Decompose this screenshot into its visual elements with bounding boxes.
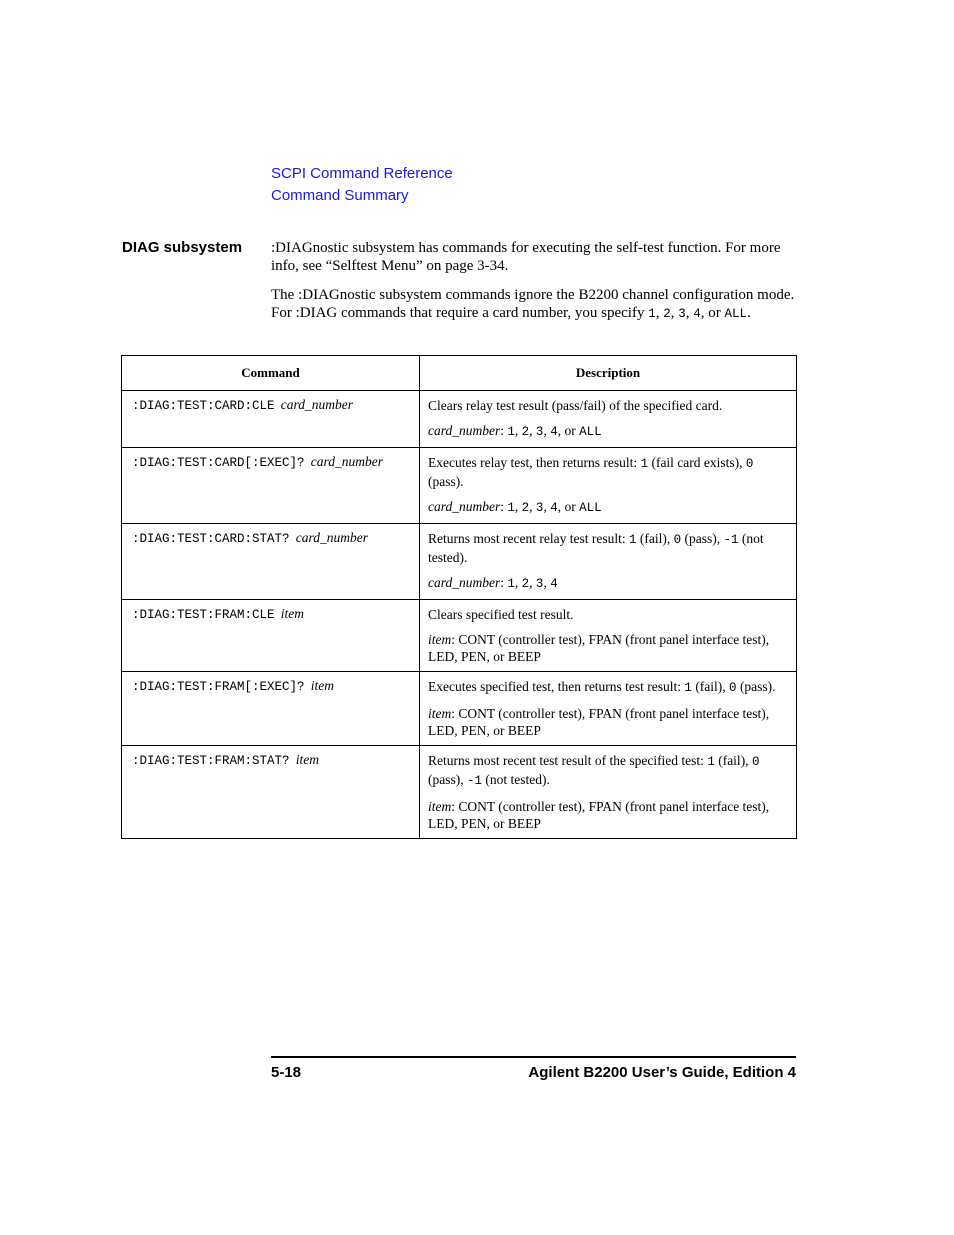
sep: ,	[655, 305, 664, 321]
sep: ,	[685, 305, 694, 321]
param-label: item	[428, 632, 452, 647]
command-cell	[122, 672, 420, 746]
desc-text: (fail),	[714, 753, 752, 768]
param-value: 1	[507, 577, 515, 591]
param-value: ALL	[579, 501, 602, 515]
description-line: Clears specified test result.	[428, 607, 574, 622]
footer-rule	[271, 1056, 796, 1058]
desc-text: (pass).	[736, 679, 776, 694]
param-value: 4	[550, 425, 558, 439]
desc-value: 1	[684, 681, 692, 695]
param-label: item	[428, 799, 452, 814]
desc-text: (not tested).	[482, 772, 550, 787]
desc-text: (fail),	[636, 531, 674, 546]
desc-value: 0	[745, 457, 754, 471]
command-cell	[122, 448, 420, 524]
desc-text: (fail),	[691, 679, 730, 694]
desc-text: (pass),	[428, 772, 467, 787]
param-label: card_number	[428, 499, 501, 514]
param-value: ALL	[579, 425, 602, 439]
desc-value: 0	[673, 533, 682, 547]
sep-or: , or	[700, 305, 725, 321]
footer-title: Agilent B2200 User’s Guide, Edition 4	[528, 1064, 796, 1081]
param-text: : CONT (controller test), FPAN (front panel interface test), LED, PEN, or BEEP	[428, 706, 770, 738]
table-row	[122, 600, 797, 672]
command-cell	[122, 600, 420, 672]
param-line: card_number: 1, 2, 3, 4, or ALL	[428, 499, 602, 515]
param-line: card_number: 1, 2, 3, 4	[428, 575, 558, 591]
description-cell	[420, 600, 797, 672]
param-value: 1	[507, 501, 515, 515]
intro-paragraph: :DIAGnostic subsystem has commands for executing the self-test function. For more info, see “Selftest Menu” on page 3-34.	[271, 240, 781, 274]
command-text: :DIAG:TEST:CARD:STAT?	[132, 532, 290, 546]
description-cell	[420, 746, 797, 839]
param-text: : CONT (controller test), FPAN (front panel interface test), LED, PEN, or BEEP	[428, 799, 770, 831]
code-3: 3	[678, 307, 686, 321]
table-row	[122, 448, 797, 524]
desc-text: Returns most recent test result of the specified test:	[428, 753, 708, 768]
description-line	[428, 454, 788, 490]
command-arg: item	[280, 606, 305, 621]
command-arg: item	[295, 752, 320, 767]
param-value: 2	[521, 501, 530, 515]
desc-text: Returns most recent relay test result:	[428, 531, 629, 546]
param-value: 3	[535, 501, 544, 515]
param-text: : CONT (controller test), FPAN (front panel interface test), LED, PEN, or BEEP	[428, 632, 770, 664]
param-label: card_number	[428, 575, 501, 590]
desc-text: Executes relay test, then returns result:	[428, 455, 641, 470]
param-value: 1	[507, 425, 515, 439]
command-arg: card_number	[310, 454, 384, 469]
command-cell	[122, 391, 420, 448]
param-value: 4	[550, 577, 558, 591]
page-number: 5-18	[271, 1064, 302, 1081]
para2-text: The :DIAGnostic subsystem commands ignore the B2200 channel configuration mode. For :DIAG commands that require a card number, you specify	[271, 287, 795, 321]
param-line	[428, 705, 788, 739]
description-line	[428, 530, 788, 566]
command-text: :DIAG:TEST:CARD:CLE	[132, 399, 275, 413]
command-arg: card_number	[280, 397, 354, 412]
code-all: ALL	[724, 307, 748, 321]
desc-value: 1	[628, 533, 637, 547]
command-text: :DIAG:TEST:CARD[:EXEC]?	[132, 456, 305, 470]
description-line	[428, 678, 788, 697]
header-command: Command	[122, 356, 420, 391]
desc-value: -1	[723, 533, 739, 547]
code-2: 2	[663, 307, 671, 321]
param-line	[428, 631, 788, 665]
command-cell	[122, 746, 420, 839]
sep: ,	[670, 305, 679, 321]
command-arg: item	[310, 678, 335, 693]
description-line	[428, 752, 788, 790]
table-header-row	[122, 356, 797, 391]
desc-text: (not tested).	[428, 531, 764, 565]
period: .	[747, 305, 751, 321]
command-arg: card_number	[295, 530, 369, 545]
table-row	[122, 672, 797, 746]
desc-value: 1	[707, 755, 715, 769]
command-text: :DIAG:TEST:FRAM:STAT?	[132, 754, 290, 768]
param-line: card_number: 1, 2, 3, 4, or ALL	[428, 423, 602, 439]
header-description: Description	[420, 356, 797, 391]
param-value: 4	[550, 501, 558, 515]
desc-text: Executes specified test, then returns test result:	[428, 679, 685, 694]
param-line	[428, 798, 788, 832]
diag-command-table	[121, 355, 797, 839]
desc-text: (pass).	[428, 474, 464, 489]
desc-value: 1	[640, 457, 649, 471]
param-value: 3	[535, 577, 544, 591]
description-cell	[420, 391, 797, 448]
code-1: 1	[648, 307, 656, 321]
command-text: :DIAG:TEST:FRAM:CLE	[132, 608, 275, 622]
section-heading: DIAG subsystem	[122, 239, 243, 256]
desc-value: -1	[467, 774, 483, 788]
table-row	[122, 524, 797, 600]
param-value: 3	[535, 425, 544, 439]
command-text: :DIAG:TEST:FRAM[:EXEC]?	[132, 680, 305, 694]
description-cell	[420, 672, 797, 746]
param-label: card_number	[428, 423, 501, 438]
param-label: item	[428, 706, 452, 721]
table-row	[122, 391, 797, 448]
desc-text: (pass),	[681, 531, 724, 546]
code-4: 4	[693, 307, 701, 321]
desc-text: (fail card exists),	[648, 455, 746, 470]
command-cell	[122, 524, 420, 600]
description-line: Clears relay test result (pass/fail) of the specified card.	[428, 398, 723, 413]
desc-value: 0	[729, 681, 737, 695]
description-cell	[420, 448, 797, 524]
param-value: 2	[521, 425, 530, 439]
card-number-paragraph	[271, 286, 796, 323]
table-row	[122, 746, 797, 839]
breadcrumb-scpi-command-reference[interactable]: SCPI Command Reference	[271, 165, 453, 182]
description-cell	[420, 524, 797, 600]
breadcrumb-command-summary[interactable]: Command Summary	[271, 187, 409, 204]
desc-value: 0	[751, 755, 760, 769]
param-value: 2	[521, 577, 530, 591]
